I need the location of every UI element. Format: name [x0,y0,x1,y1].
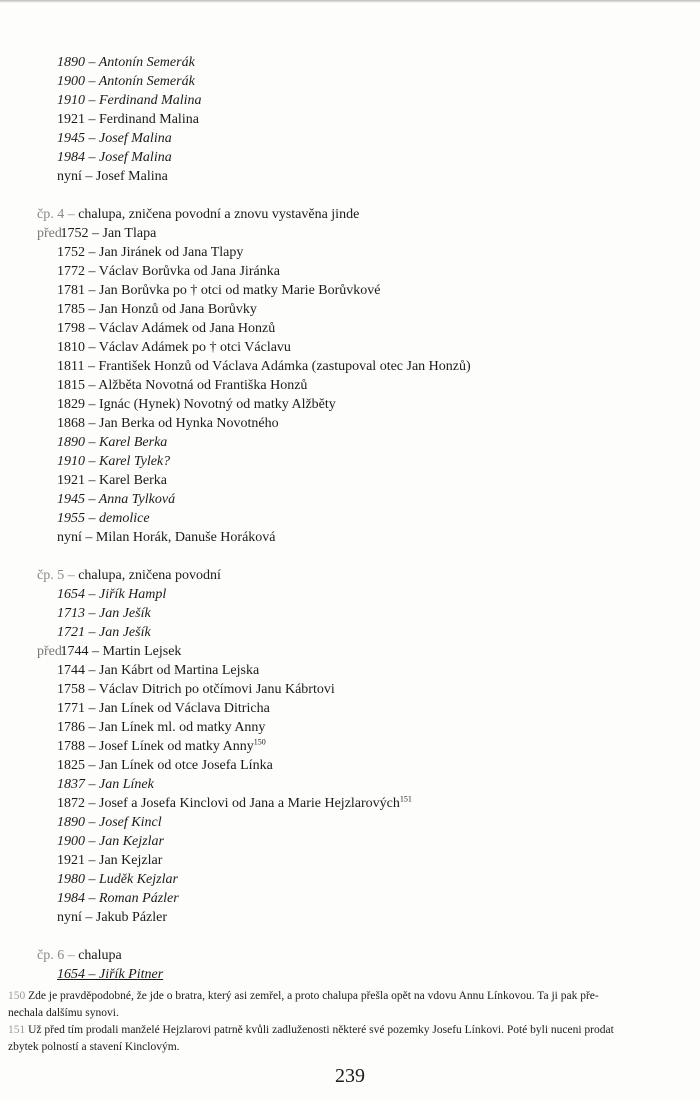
entry-owner: Milan Horák, Danuše Horáková [95,530,276,545]
entry-year: 1837 [57,777,85,792]
owner-entry [0,433,700,452]
owner-entry [0,889,700,908]
entry-year: 1910 [57,454,85,469]
dash: – [88,150,96,165]
owner-entry [0,91,700,110]
entry-owner: Karel Tylek? [99,454,171,469]
entry-year: 1872 [57,796,85,811]
entry-year: 1811 [57,359,85,374]
dash: – [88,606,96,621]
house-number: čp. 5 [37,568,65,583]
owner-entry [0,661,700,680]
owner-entry [0,851,700,870]
dash: – [85,910,93,925]
entry-body [57,55,195,70]
entry-body [57,758,273,773]
dash: – [88,473,96,488]
entry-owner: Karel Berka [99,473,168,488]
owner-entry [0,452,700,471]
entry-year: 1921 [57,112,85,127]
entry-year: 1900 [57,74,85,89]
entry-year: 1772 [57,264,85,279]
house-description: chalupa [78,948,122,963]
entry-body [57,359,471,374]
dash: – [88,796,96,811]
entry-owner: Jan Tlapa [102,226,157,241]
owner-entry [0,737,700,756]
entry-year: 1890 [57,815,85,830]
entry-owner: Ferdinand Malina [99,112,199,127]
entry-body [57,492,175,507]
dash: – [88,131,96,146]
dash: – [88,511,96,526]
dash: – [88,93,96,108]
entry-owner: Josef a Josefa Kinclovi od Jana a Marie Hejzlarových [99,796,400,811]
entry-body [57,321,275,336]
footnote-line [0,988,700,1005]
section-header [0,946,700,965]
entry-owner: Jiřík Pitner [99,967,164,982]
owner-entry [0,319,700,338]
dash: – [88,397,96,412]
dash: – [88,492,96,507]
owner-entry [0,338,700,357]
dash: – [67,568,75,583]
entry-owner: Václav Adámek po † otci Václavu [98,340,291,355]
dash: – [88,891,96,906]
owner-entry [0,756,700,775]
dash: – [88,55,96,70]
entry-owner: Jan Jiránek od Jana Tlapy [99,245,244,260]
ownership-list [0,53,700,984]
entry-owner: Ferdinand Malina [99,93,202,108]
owner-entry [0,414,700,433]
entry-owner: Jan Kejzlar [99,834,164,849]
footnote-number: 151 [8,1024,26,1036]
entry-owner: Jan Línek ml. od matky Anny [99,720,266,735]
entry-owner: František Honzů od Václava Adámka (zastupoval otec Jan Honzů) [98,359,471,374]
entry-owner: Roman Pázler [99,891,179,906]
owner-entry [0,224,700,243]
before-label: před [37,226,62,241]
entry-body [57,473,167,488]
owner-entry [0,718,700,737]
entry-body [57,967,163,982]
owner-entry [0,490,700,509]
page-number: 239 [335,1065,365,1087]
section-header [0,205,700,224]
dash: – [88,321,96,336]
entry-year: 1721 [57,625,85,640]
owner-entry [0,528,700,547]
dash: – [88,416,96,431]
dash: – [88,815,96,830]
entry-body [61,644,182,659]
entry-body [57,74,195,89]
entry-year: 1771 [57,701,85,716]
footnotes [0,988,700,1056]
entry-owner: Ignác (Hynek) Novotný od matky Alžběty [99,397,336,412]
entry-year: 1945 [57,131,85,146]
dash: – [88,625,96,640]
house-section [0,53,700,186]
dash: – [88,967,96,982]
footnote-line [0,1005,700,1022]
footnote-text: zbytek polností a stavení Kinclovým. [8,1041,180,1053]
entry-owner: Josef Malina [99,131,172,146]
entry-year: 1713 [57,606,85,621]
dash: – [88,378,96,393]
entry-year: 1654 [57,587,85,602]
dash: – [88,454,96,469]
entry-owner: Jakub Pázler [95,910,168,925]
entry-year: 1744 [57,663,85,678]
owner-entry [0,129,700,148]
footnote-text: nechala dalšímu synovi. [8,1007,119,1019]
entry-year: nyní [57,910,82,925]
entry-year: 1758 [57,682,85,697]
entry-owner: Jan Borůvka po † otci od matky Marie Borůvkové [99,283,381,298]
entry-year: 1810 [57,340,85,355]
entry-body [57,815,162,830]
entry-year: 1910 [57,93,85,108]
entry-owner: Jan Honzů od Jana Borůvky [99,302,257,317]
dash: – [88,872,96,887]
entry-owner: Antonín Semerák [98,74,195,89]
owner-entry [0,908,700,927]
entry-body [57,283,381,298]
entry-body [57,416,279,431]
dash: – [88,663,96,678]
owner-entry [0,642,700,661]
dash: – [88,701,96,716]
entry-year: 1744 [60,644,89,659]
footnote-ref: 150 [253,737,266,747]
entry-year: nyní [57,169,82,184]
entry-body [57,606,151,621]
entry-owner: Václav Borůvka od Jana Jiránka [98,264,280,279]
entry-owner: Martin Lejsek [102,644,182,659]
dash: – [88,264,96,279]
owner-entry [0,72,700,91]
entry-body [57,245,243,260]
owner-entry [0,604,700,623]
scan-edge [0,0,700,3]
entry-body [57,169,168,184]
entry-body [57,834,164,849]
entry-year: 1654 [57,967,85,982]
entry-body [57,587,166,602]
entry-year: 1752 [57,245,85,260]
entry-owner: Jiřík Hampl [99,587,167,602]
entry-owner: Josef Kincl [99,815,162,830]
owner-entry [0,585,700,604]
dash: – [67,948,75,963]
owner-entry [0,281,700,300]
owner-entry [0,53,700,72]
entry-owner: Antonín Semerák [98,55,195,70]
entry-body [57,777,154,792]
entry-owner: Anna Tylková [98,492,176,507]
entry-year: 1921 [57,473,85,488]
dash: – [88,834,96,849]
entry-body [57,340,291,355]
owner-entry [0,471,700,490]
entry-body [57,397,336,412]
entry-body [57,435,167,450]
dash: – [87,359,95,374]
owner-entry [0,262,700,281]
entry-owner: Alžběta Novotná od Františka Honzů [98,378,308,393]
entry-owner: Luděk Kejzlar [99,872,178,887]
entry-owner: Josef Malina [99,150,172,165]
entry-owner: Josef Línek od matky Anny [99,739,254,754]
dash: – [88,853,96,868]
entry-year: 1788 [57,739,85,754]
house-section [0,946,700,984]
footnote-text: Zde je pravděpodobné, že jde o bratra, který asi zemřel, a proto chalupa přešla opět na vdovu Annu Línkovou. Ta ji pak pře- [28,990,599,1002]
dash: – [88,74,96,89]
dash: – [67,207,75,222]
owner-entry [0,699,700,718]
owner-entry [0,965,700,984]
entry-body [57,150,172,165]
entry-year: 1984 [57,150,85,165]
entry-owner: Josef Malina [95,169,168,184]
entry-body [57,454,170,469]
owner-entry [0,357,700,376]
owner-entry [0,813,700,832]
owner-entry [0,870,700,889]
entry-owner: Jan Línek od Václava Ditricha [99,701,270,716]
entry-year: 1815 [57,378,85,393]
footnote-text: Už před tím prodali manželé Hejzlarovi patrně kvůli zadluženosti některé své pozemky Josefu Línkovi. Poté byli nuceni prodat [28,1024,614,1036]
dash: – [88,758,96,773]
entry-body [57,112,199,127]
section-header [0,566,700,585]
entry-body [57,131,172,146]
owner-entry [0,300,700,319]
entry-body [57,378,307,393]
entry-body [57,663,259,678]
owner-entry [0,110,700,129]
entry-year: 1980 [57,872,85,887]
entry-year: 1781 [57,283,85,298]
dash: – [88,739,96,754]
footnote-number: 150 [8,990,26,1002]
owner-entry [0,775,700,794]
entry-body [61,226,157,241]
owner-entry [0,623,700,642]
entry-owner: Jan Kejzlar [99,853,163,868]
entry-body [57,682,335,697]
entry-owner: Jan Ješík [99,606,151,621]
house-section [0,205,700,547]
owner-entry [0,243,700,262]
dash: – [85,530,93,545]
dash: – [88,245,96,260]
footnote-line [0,1039,700,1056]
footnote-ref: 151 [399,794,412,804]
owner-entry [0,509,700,528]
owner-entry [0,395,700,414]
entry-body [57,264,280,279]
entry-owner: Jan Línek [99,777,154,792]
entry-owner: demolice [99,511,150,526]
dash: – [85,169,93,184]
entry-body [57,625,151,640]
entry-body [57,701,270,716]
entry-year: 1984 [57,891,85,906]
dash: – [88,112,96,127]
entry-year: 1829 [57,397,85,412]
entry-body [57,910,167,925]
house-number: čp. 6 [37,948,65,963]
entry-body [57,302,257,317]
dash: – [88,720,96,735]
house-description: chalupa, zničena povodní a znovu vystavěna jinde [78,207,360,222]
entry-body [57,511,150,526]
entry-owner: Václav Adámek od Jana Honzů [98,321,276,336]
dash: – [88,340,96,355]
house-number: čp. 4 [37,207,65,222]
owner-entry [0,794,700,813]
entry-year: nyní [57,530,82,545]
before-label: před [37,644,62,659]
entry-owner: Jan Línek od otce Josefa Línka [99,758,273,773]
entry-body [57,720,265,735]
owner-entry [0,832,700,851]
entry-body [57,872,178,887]
entry-year: 1945 [57,492,85,507]
house-section [0,566,700,927]
entry-body [57,739,266,754]
entry-year: 1890 [57,435,85,450]
entry-owner: Jan Ješík [99,625,151,640]
owner-entry [0,167,700,186]
entry-year: 1785 [57,302,85,317]
dash: – [88,682,96,697]
entry-year: 1786 [57,720,85,735]
entry-body [57,853,162,868]
entry-year: 1900 [57,834,85,849]
owner-entry [0,376,700,395]
owner-entry [0,680,700,699]
dash: – [88,283,96,298]
entry-year: 1955 [57,511,85,526]
entry-body [57,530,276,545]
entry-body [57,93,202,108]
entry-year: 1825 [57,758,85,773]
entry-owner: Václav Ditrich po otčímovi Janu Kábrtovi [98,682,335,697]
footnote-line [0,1022,700,1039]
owner-entry [0,148,700,167]
dash: – [88,587,96,602]
dash: – [92,644,99,659]
dash: – [88,777,96,792]
dash: – [88,435,96,450]
entry-owner: Karel Berka [99,435,168,450]
house-description: chalupa, zničena povodní [78,568,221,583]
entry-year: 1752 [60,226,89,241]
dash: – [92,226,99,241]
entry-owner: Jan Kábrt od Martina Lejska [99,663,260,678]
entry-year: 1868 [57,416,85,431]
dash: – [88,302,96,317]
entry-owner: Jan Berka od Hynka Novotného [99,416,279,431]
entry-body [57,891,179,906]
entry-year: 1798 [57,321,85,336]
entry-year: 1921 [57,853,85,868]
entry-body [57,796,412,811]
entry-year: 1890 [57,55,85,70]
